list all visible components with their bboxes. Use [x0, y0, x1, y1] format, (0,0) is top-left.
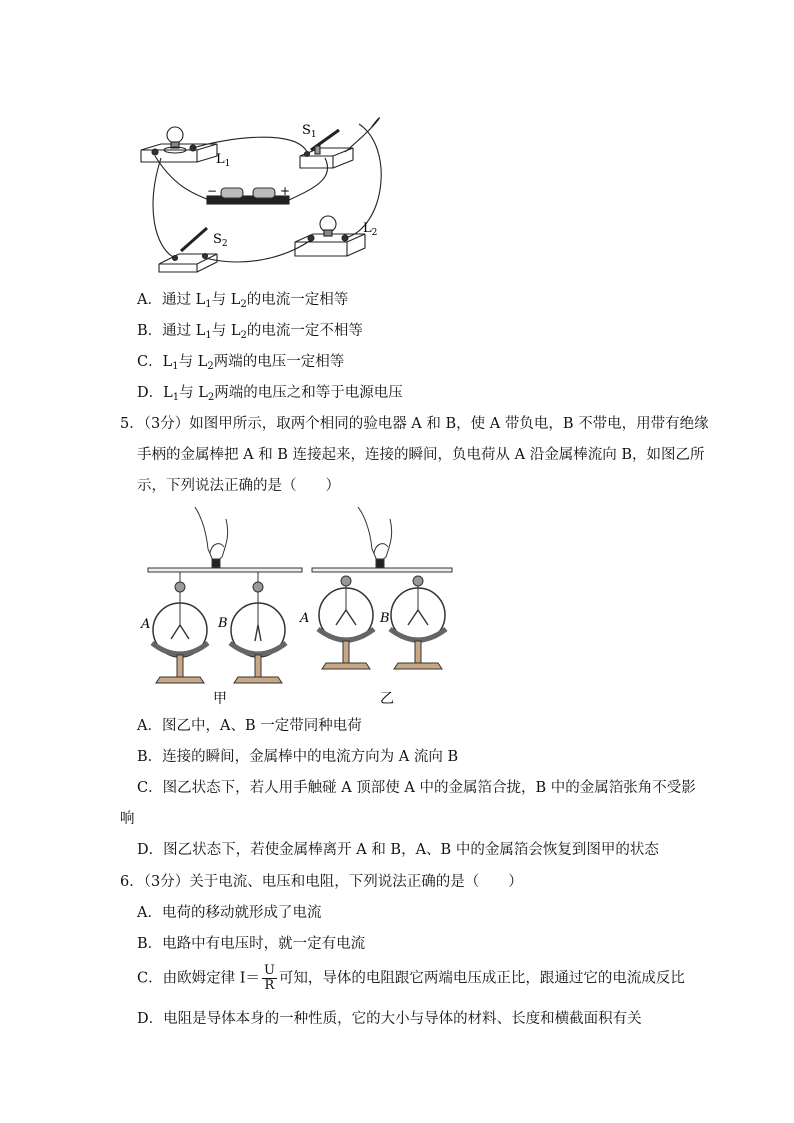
label-b-right: B [380, 611, 390, 626]
label-plus: + [280, 184, 291, 198]
electroscope-b-ball [253, 582, 263, 592]
q5-stem-line1: 5．（3分）如图甲所示，取两个相同的验电器 A 和 B，使 A 带负电，B 不带电，用带有绝缘 [120, 416, 709, 432]
label-a-right: A [300, 611, 310, 626]
q4-option-c: C．$L_1$与 $L_2$两端的电压一定相等 [137, 354, 345, 372]
battery [207, 196, 289, 204]
electroscope-figure [140, 505, 460, 710]
metal-rod-left [148, 568, 302, 572]
wire [153, 158, 175, 258]
electroscope-a-foil [171, 625, 189, 639]
q6-option-d: D．电阻是导体本身的一种性质，它的大小与导体的材料、长度和横截面积有关 [137, 1011, 642, 1027]
label-s1: $S_1$ [302, 123, 317, 140]
q5-stem-line3: 示，下列说法正确的是（ ） [137, 478, 340, 494]
metal-rod-right [312, 568, 452, 572]
label-l2: $L_2$ [363, 221, 378, 238]
q5-option-c-line1: C．图乙状态下，若人用手触碰 A 顶部使 A 中的金属箔合拢，B 中的金属箔张角不受影 [137, 780, 696, 796]
electroscope-a-ball [175, 582, 185, 592]
q5-option-b: B．连接的瞬间，金属棒中的电流方向为 A 流向 B [137, 749, 459, 765]
label-minus: − [207, 184, 218, 198]
q5-stem-line2: 手柄的金属棒把 A 和 B 连接起来，连接的瞬间，负电荷从 A 沿金属棒流向 B，如图乙所 [137, 447, 705, 463]
q5-option-c-line2: 响 [120, 811, 135, 827]
hand-right [358, 507, 392, 563]
q4-option-d: D．$L_1$与 $L_2$两端的电压之和等于电源电压 [137, 385, 403, 403]
label-b-left: B [218, 616, 228, 631]
q5-option-a: A．图乙中，A、B 一定带同种电荷 [137, 718, 362, 734]
q4-option-b: B．通过 $L_1$与 $L_2$的电流一定不相等 [137, 323, 363, 341]
caption-jia: 甲 [213, 691, 227, 707]
wire [155, 156, 209, 200]
q6-stem: 6．（3分）关于电流、电压和电阻，下列说法正确的是（ ） [120, 874, 523, 890]
caption-yi: 乙 [380, 691, 394, 707]
q4-option-a: A．通过 $L_1$与 $L_2$的电流一定相等 [137, 292, 349, 310]
wire [193, 137, 307, 152]
lamp-l1-bulb [167, 127, 183, 143]
circuit-figure [135, 108, 395, 278]
switch-s2-lever [181, 228, 207, 251]
wire [345, 118, 379, 152]
electroscope-b-foil [255, 625, 261, 641]
wire [289, 158, 328, 200]
label-a-left: A [141, 617, 151, 632]
label-l1: $L_1$ [216, 152, 231, 169]
label-s2: $S_2$ [213, 232, 228, 249]
q6-option-c: C．由欧姆定律 I＝ $\frac{U}{R}$ 可知，导体的电阻跟它两端电压成正比，跟通过它的电流成反比 [137, 963, 685, 993]
hand-left [195, 507, 228, 563]
q6-option-a: A．电荷的移动就形成了电流 [137, 905, 322, 921]
q6-option-b: B．电路中有电压时，就一定有电流 [137, 936, 366, 952]
ohm-law-fraction: $\frac{U}{R}$ [263, 963, 275, 993]
q5-option-d: D．图乙状态下，若使金属棒离开 A 和 B，A、B 中的金属箔会恢复到图甲的状态 [137, 842, 659, 858]
